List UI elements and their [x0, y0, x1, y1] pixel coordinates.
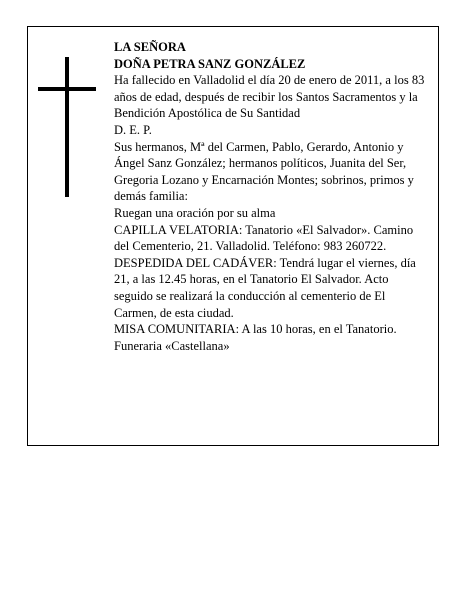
death-announcement: Ha fallecido en Valladolid el día 20 de enero de 2011, a los 83 años de edad, después de recibir los Santos Sacramentos y la Bendición Apostólica de Su Santidad	[114, 73, 425, 121]
cross-vertical-bar	[65, 57, 69, 197]
mass-info: MISA COMUNITARIA: A las 10 horas, en el Tanatorio.	[114, 322, 397, 337]
notice-heading: LA SEÑORA	[114, 40, 186, 54]
latin-cross-icon	[38, 57, 96, 197]
obituary-notice	[27, 26, 439, 446]
deceased-name: DOÑA PETRA SANZ GONZÁLEZ	[114, 56, 306, 71]
prayer-request: Ruegan una oración por su alma	[114, 205, 276, 220]
cross-horizontal-bar	[38, 87, 96, 91]
wake-chapel-info: CAPILLA VELATORIA: Tanatorio «El Salvador». Camino del Cementerio, 21. Valladolid. Teléfono: 983 260722.	[114, 222, 414, 254]
funeral-home: Funeraria «Castellana»	[114, 338, 230, 353]
obituary-text	[114, 39, 426, 354]
farewell-info: DESPEDIDA DEL CADÁVER: Tendrá lugar el viernes, día 21, a las 12.45 horas, en el Tanatorio El Salvador. Acto seguido se realizará la conducción al cementerio de El Carmen, de esta ciudad.	[114, 255, 416, 320]
family-list: Sus hermanos, Mª del Carmen, Pablo, Gerardo, Antonio y Ángel Sanz González; hermanos políticos, Juanita del Ser, Gregoria Lozano y Encarnación Montes; sobrinos, primos y demás familia:	[114, 139, 414, 204]
rest-in-peace: D. E. P.	[114, 122, 152, 137]
